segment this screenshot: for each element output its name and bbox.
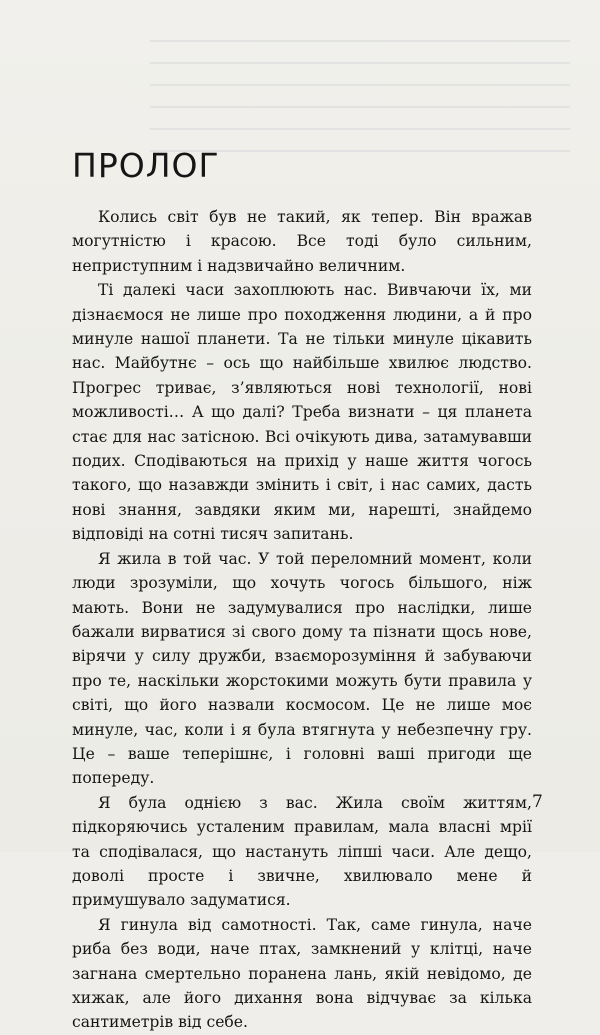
page-number: 7 [532,792,543,812]
paragraph: Я була однією з вас. Жила своїм життям, підкоряючись усталеним правилам, мала власні мрії та сподівалася, що настануть ліпші часи. Але дещо, доволі просте і звичне, хвилювало мене й примушувало задуматися. [72,793,532,910]
paragraph: Ті далекі часи захоплюють нас. Вивчаючи їх, ми дізнаємося не лише про походження людини, а й про минуле нашої планети. Та не тільки минуле цікавить нас. Майбутнє – ось що найбільше хвилює людство. Прогрес триває, з’являються нові технології, нові можливості… А що далі? Треба визнати – ця планета стає для нас затісною. Всі очікують дива, затамувавши подих. Сподіваються на прихід у наше життя чогось такого, що назавжди змінить і світ, і нас самих, дасть нові знання, завдяки яким ми, нарешті, знайдемо відповіді на сотні тисяч запитань. [72,281,532,544]
show-through-text [150,40,570,160]
body-text [72,205,532,1035]
paragraph: Колись світ був не такий, як тепер. Він вражав могутністю і красою. Все тоді було сильним, неприступним і надзвичайно величним. [72,208,532,275]
paragraph: Я жила в той час. У той переломний момент, коли люди зрозуміли, що хочуть чогось більшого, ніж мають. Вони не задумувалися про наслідки, лише бажали вирватися зі свого дому та пізнати щось нове, вірячи у силу дружби, взаєморозуміння й забуваючи про те, наскільки жорстокими можуть бути правила у світі, що його назвали космосом. Це не лише моє минуле, час, коли і я була втягнута у небезпечну гру. Це – ваше теперішнє, і головні ваші пригоди ще попереду. [72,549,532,788]
chapter-heading: ПРОЛОГ [72,146,220,185]
paragraph: Я гинула від самотності. Так, саме гинула, наче риба без води, наче птах, замкнений у клітці, наче загнана смертельно поранена лань, якій невідомо, де хижак, але його дихання вона відчуває за кілька сантиметрів від себе. [72,915,532,1032]
